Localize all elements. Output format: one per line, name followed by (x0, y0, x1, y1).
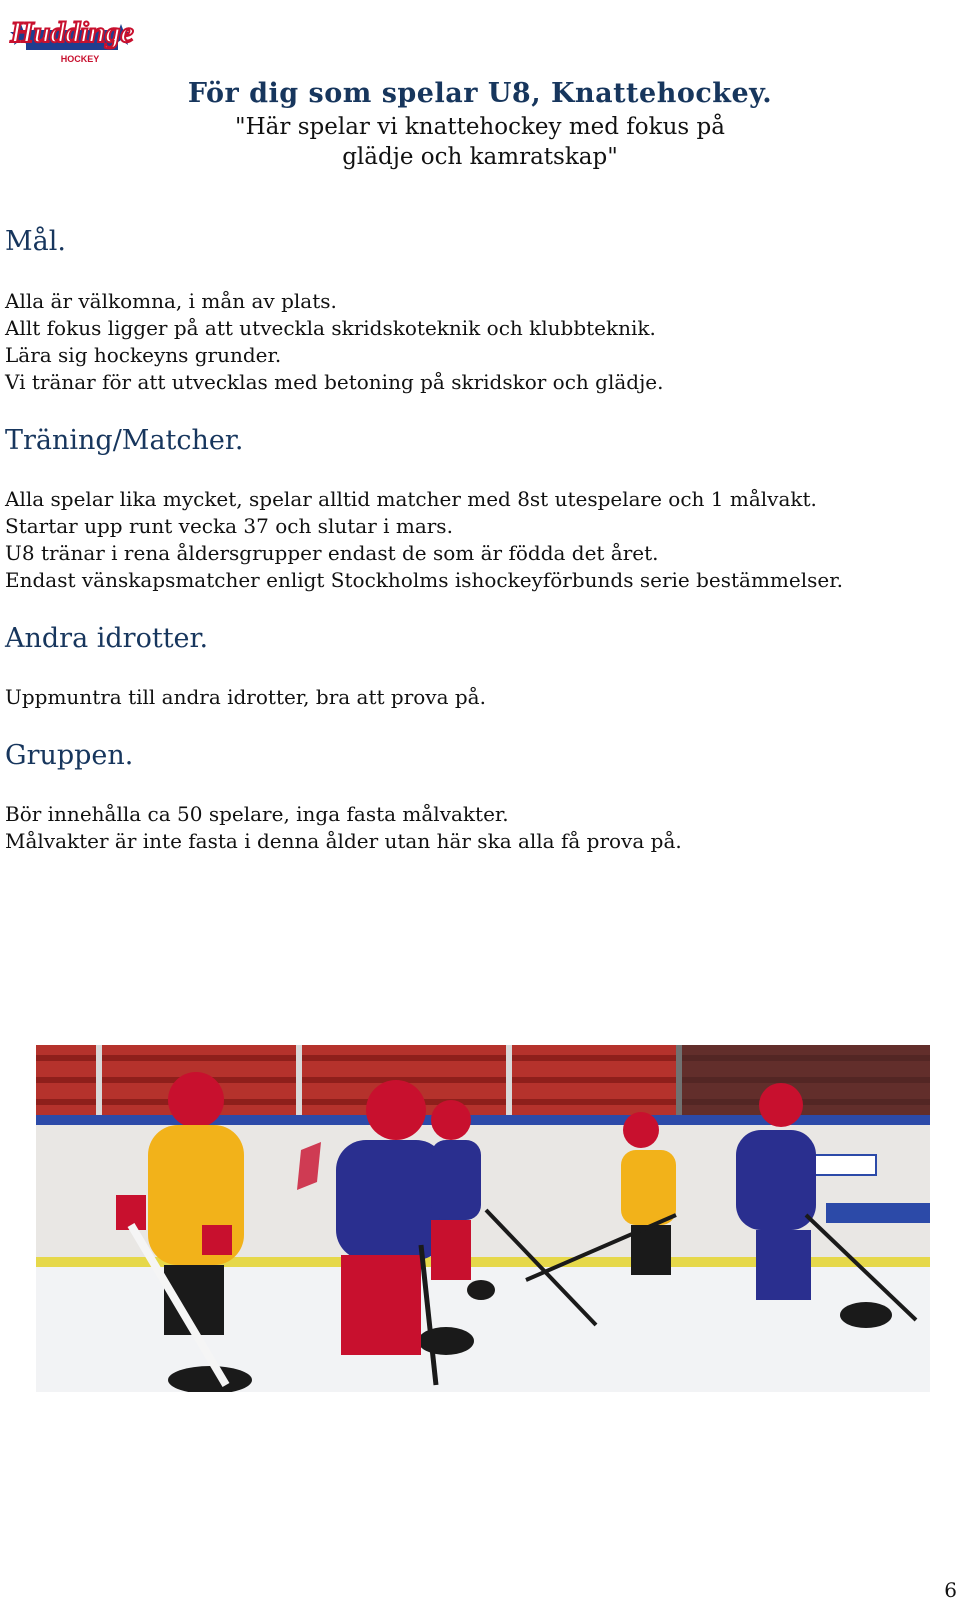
body-line: Startar upp runt vecka 37 och slutar i mars. (5, 514, 453, 538)
section-heading-traning: Träning/Matcher. (5, 425, 244, 456)
body-line: Lära sig hockeyns grunder. (5, 343, 282, 367)
body-line: Alla spelar lika mycket, spelar alltid matcher med 8st utespelare och 1 målvakt. (5, 487, 817, 511)
body-line: Allt fokus ligger på att utveckla skridskoteknik och klubbteknik. (5, 316, 656, 340)
page-number: 6 (944, 1578, 957, 1602)
subtitle-line: glädje och kamratskap" (342, 144, 618, 170)
hockey-photo (36, 1045, 930, 1392)
section-body-gruppen (5, 801, 955, 855)
section-heading-andra-idrotter: Andra idrotter. (5, 623, 209, 654)
body-line: U8 tränar i rena åldersgrupper endast de som är födda det året. (5, 541, 659, 565)
body-line: Vi tränar för att utvecklas med betoning på skridskor och glädje. (5, 370, 664, 394)
body-line: Uppmuntra till andra idrotter, bra att prova på. (5, 685, 486, 709)
subtitle-line: "Här spelar vi knattehockey med fokus på (235, 114, 725, 140)
section-body-mal (5, 288, 955, 396)
club-logo (4, 2, 138, 68)
svg-text:Huddinge: Huddinge (10, 16, 134, 49)
body-line: Bör innehålla ca 50 spelare, inga fasta målvakter. (5, 802, 509, 826)
section-body-andra-idrotter (5, 684, 955, 711)
section-heading-mal: Mål. (5, 226, 66, 257)
page-subtitle (0, 112, 960, 172)
body-line: Endast vänskapsmatcher enligt Stockholms ishockeyförbunds serie bestämmelser. (5, 568, 843, 592)
body-line: Målvakter är inte fasta i denna ålder utan här ska alla få prova på. (5, 829, 682, 853)
section-body-traning (5, 486, 955, 594)
body-line: Alla är välkomna, i mån av plats. (5, 289, 337, 313)
page-title: För dig som spelar U8, Knattehockey. (187, 78, 773, 109)
section-heading-gruppen: Gruppen. (5, 740, 134, 771)
svg-text:HOCKEY: HOCKEY (60, 54, 100, 64)
